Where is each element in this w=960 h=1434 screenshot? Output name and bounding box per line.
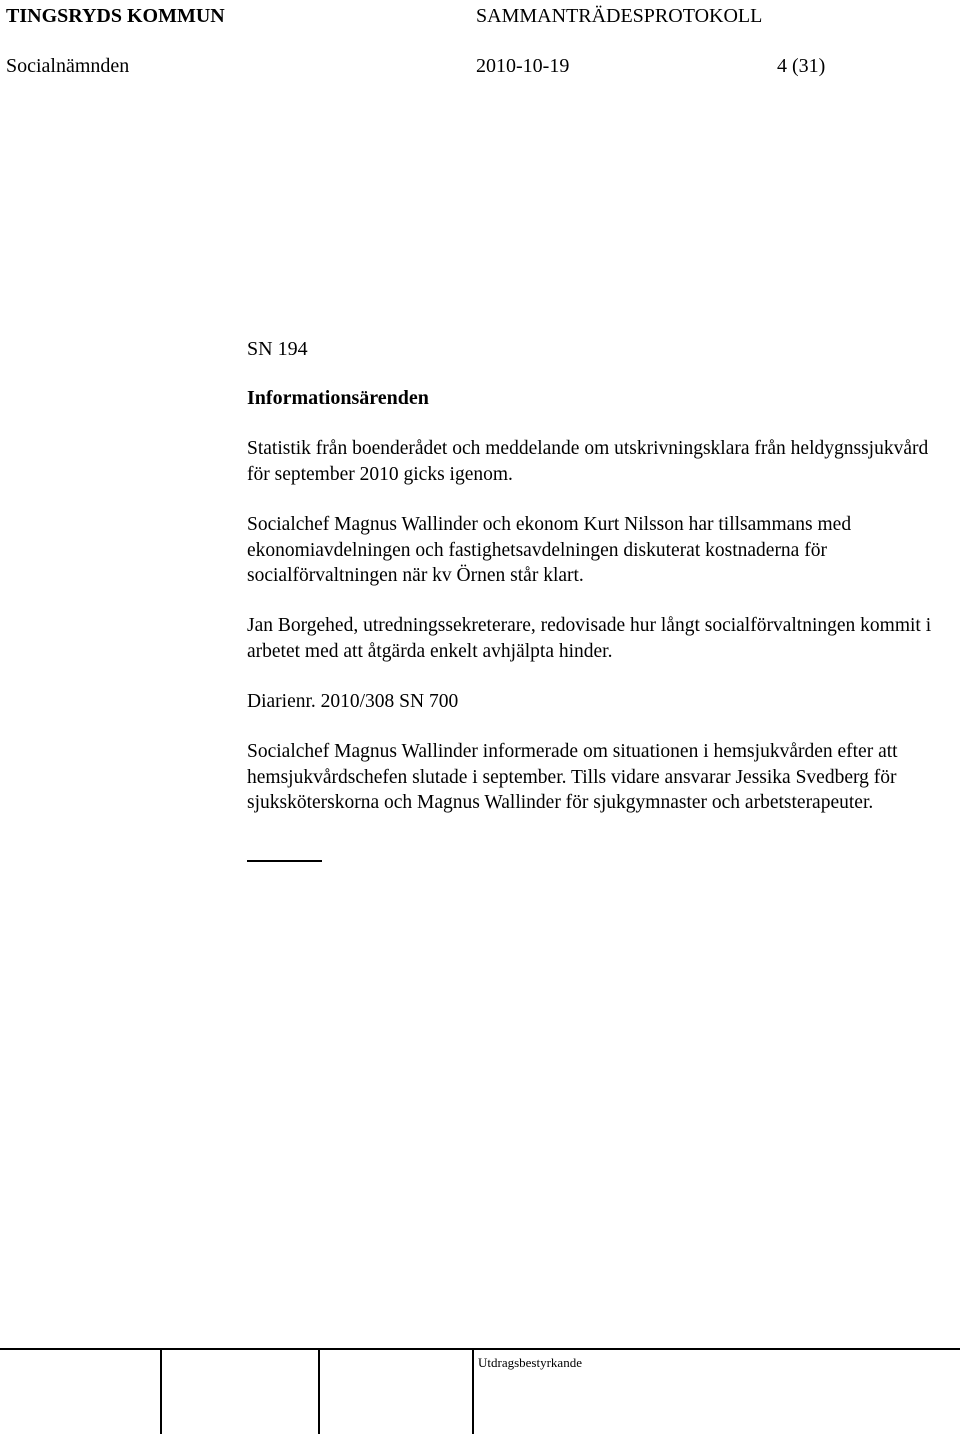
paragraph-home-care: Socialchef Magnus Wallinder informerade om situationen i hemsjukvården efter att hemsjukvårdschefen slutade i september. Tills vidare ansvarar Jessika Svedberg för sjuksköterskorna och Magnus Wallinder för sjukgymnaster och arbetsterapeuter. (247, 741, 898, 813)
paragraph-statistics: Statistik från boenderådet och meddelande om utskrivningsklara från heldygnssjukvård för september 2010 gicks igenom. (247, 438, 929, 485)
page-number: 4 (31) (777, 55, 826, 77)
paragraph-accessibility: Jan Borgehed, utredningssekreterare, redovisade hur långt socialförvaltningen kommit i arbetet med att åtgärda enkelt avhjälpta hinder. (247, 615, 932, 662)
footer-divider (472, 1348, 474, 1434)
footer-divider (160, 1348, 162, 1434)
municipality-name: TINGSRYDS KOMMUN (6, 5, 225, 27)
committee-name: Socialnämnden (6, 55, 130, 77)
closing-rule (247, 860, 322, 862)
item-number: SN 194 (247, 338, 308, 360)
footer-divider (318, 1348, 320, 1434)
footer-top-rule (0, 1348, 960, 1350)
meeting-date: 2010-10-19 (476, 55, 570, 77)
document-type: SAMMANTRÄDESPROTOKOLL (476, 5, 763, 27)
diary-number: Diarienr. 2010/308 SN 700 (247, 691, 459, 712)
item-title: Informationsärenden (247, 387, 429, 409)
paragraph-costs: Socialchef Magnus Wallinder och ekonom Kurt Nilsson har tillsammans med ekonomiavdelningen och fastighetsavdelningen diskuterat kostnaderna för socialförvaltningen när kv Örnen står klart. (247, 514, 852, 586)
extract-certification-label: Utdragsbestyrkande (478, 1355, 582, 1370)
